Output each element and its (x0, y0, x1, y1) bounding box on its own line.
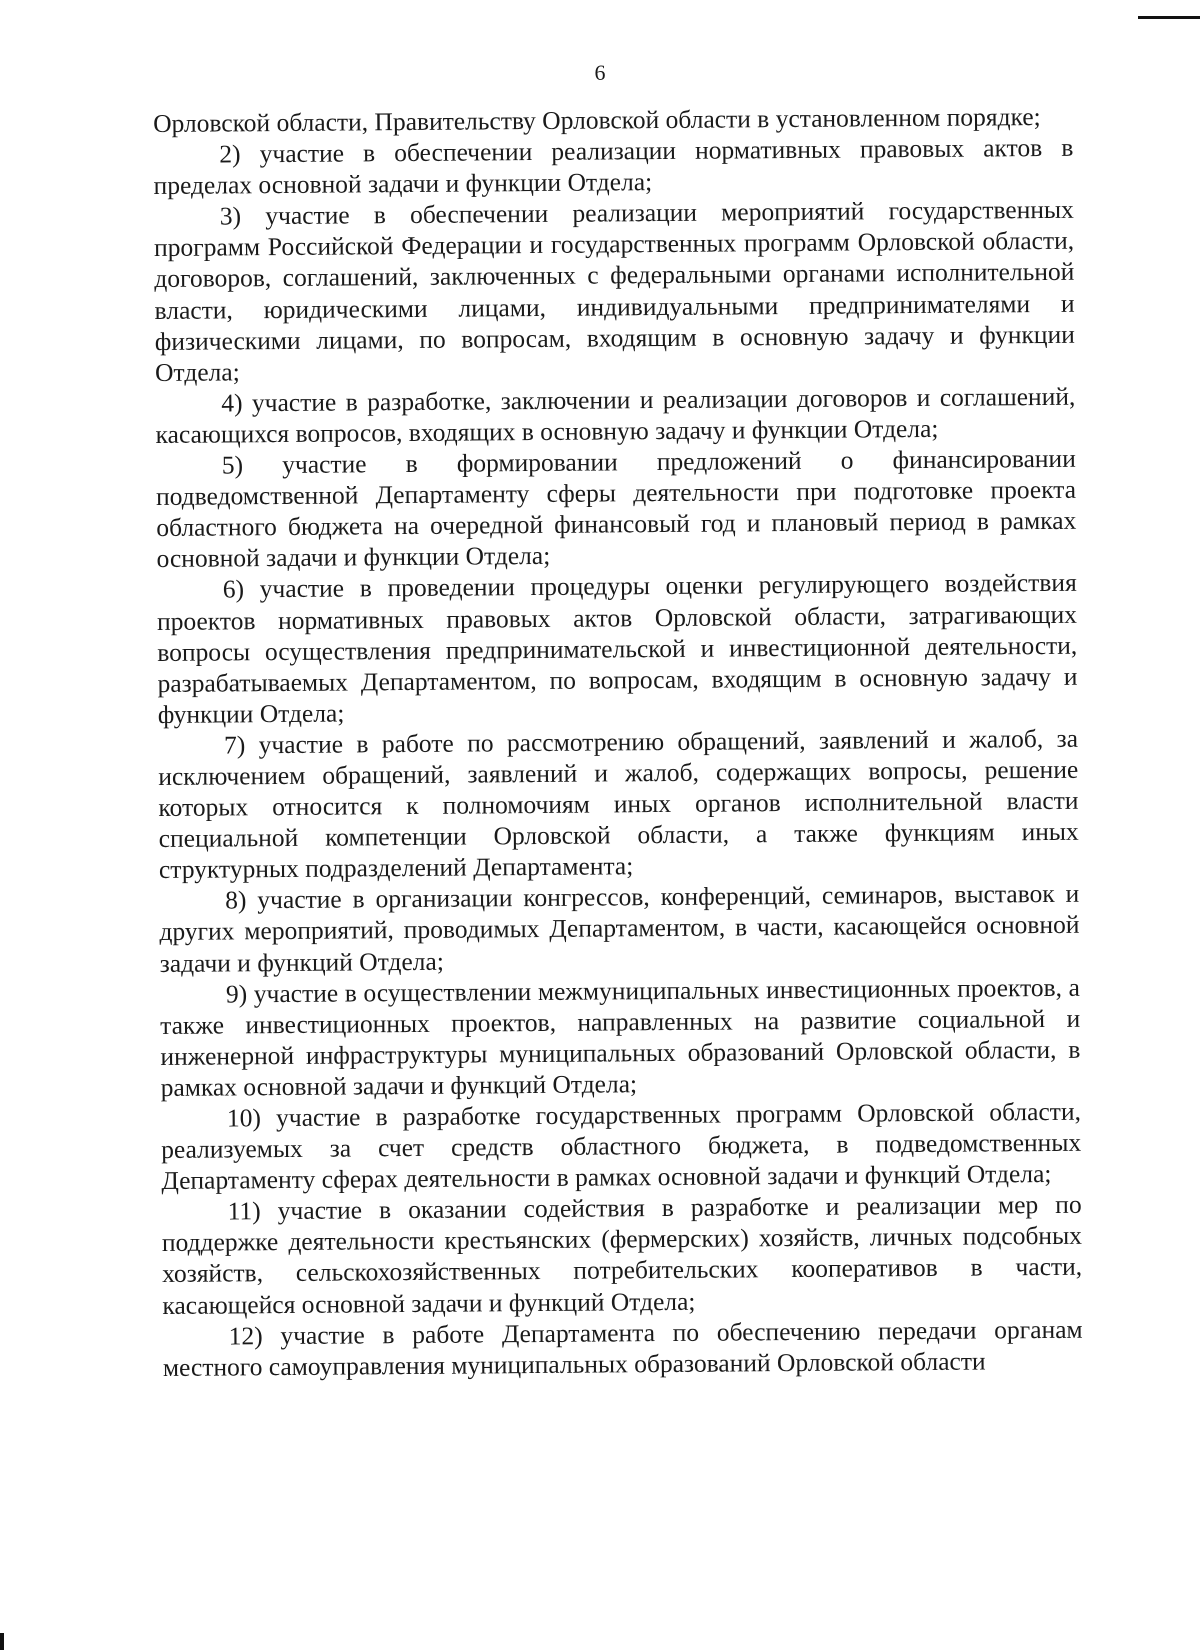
list-item-2: 2) участие в обеспечении реализации нормативных правовых актов в пределах основной задачи и функции Отдела; (153, 132, 1074, 201)
list-item-7: 7) участие в работе по рассмотрению обращений, заявлений и жалоб, за исключением обращений, заявлений и жалоб, содержащих вопросы, решение которых относится к полномочиям иных органов исполнительной власти специальной компетенции Орловской области, а также функциям иных структурных подразделений Департамента; (158, 723, 1079, 885)
list-item-11: 11) участие в оказании содействия в разработке и реализации мер по поддержке деятельности крестьянских (фермерских) хозяйств, личных подсобных хозяйств, сельскохозяйственных потребительских кооперативов в части, касающейся основной задачи и функций Отдела; (161, 1190, 1083, 1320)
list-item-5: 5) участие в формировании предложений о финансировании подведомственной Департаменту сферы деятельности при подготовке проекта областного бюджета на очередной финансовый год и плановый период в рамках основной задачи и функции Отдела; (155, 443, 1077, 574)
list-item-10: 10) участие в разработке государственных программ Орловской области, реализуемых за счет средств областного бюджета, в подведомственных Департаменту сферах деятельности в рамках основной задачи и функций Отдела; (161, 1096, 1082, 1196)
list-item-3: 3) участие в обеспечении реализации мероприятий государственных программ Российской Федерации и государственных программ Орловской области, договоров, соглашений, заключенных с федеральными органами исполнительной власти, юридическими лицами, индивидуальными предпринимателями и физическими лицами, по вопросам, входящим в основную задачу и функции Отдела; (153, 195, 1075, 387)
list-item-8: 8) участие в организации конгрессов, конференций, семинаров, выставок и других мероприятий, проводимых Департаментом, в части, касающейся основной задачи и функций Отдела; (159, 879, 1080, 978)
scan-edge-mark (1138, 16, 1200, 19)
list-item-6: 6) участие в проведении процедуры оценки регулирующего воздействия проектов нормативных правовых актов Орловской области, затрагивающих вопросы осуществления предпринимательской и инвестиционной деятельности, разрабатываемых Департаментом, по вопросам, входящим в основную задачу и функции Отдела; (156, 568, 1078, 729)
paragraph-continuation: Орловской области, Правительству Орловской области в установленном порядке; (153, 102, 1041, 138)
scan-edge-mark-bottom (0, 1633, 4, 1650)
document-body (153, 101, 1083, 1383)
list-item-12: 12) участие в работе Департамента по обеспечению передачи органам местного самоуправления муниципальных образований Орловской области (162, 1314, 1083, 1382)
page-number: 6 (594, 60, 606, 85)
list-item-9: 9) участие в осуществлении межмуниципальных инвестиционных проектов, а также инвестиционных проектов, направленных на развитие социальной и инженерной инфраструктуры муниципальных образований Орловской области, в рамках основной задачи и функций Отдела; (160, 972, 1081, 1102)
list-item-4: 4) участие в разработке, заключении и реализации договоров и соглашений, касающихся вопросов, входящих в основную задачу и функции Отдела; (155, 381, 1076, 449)
